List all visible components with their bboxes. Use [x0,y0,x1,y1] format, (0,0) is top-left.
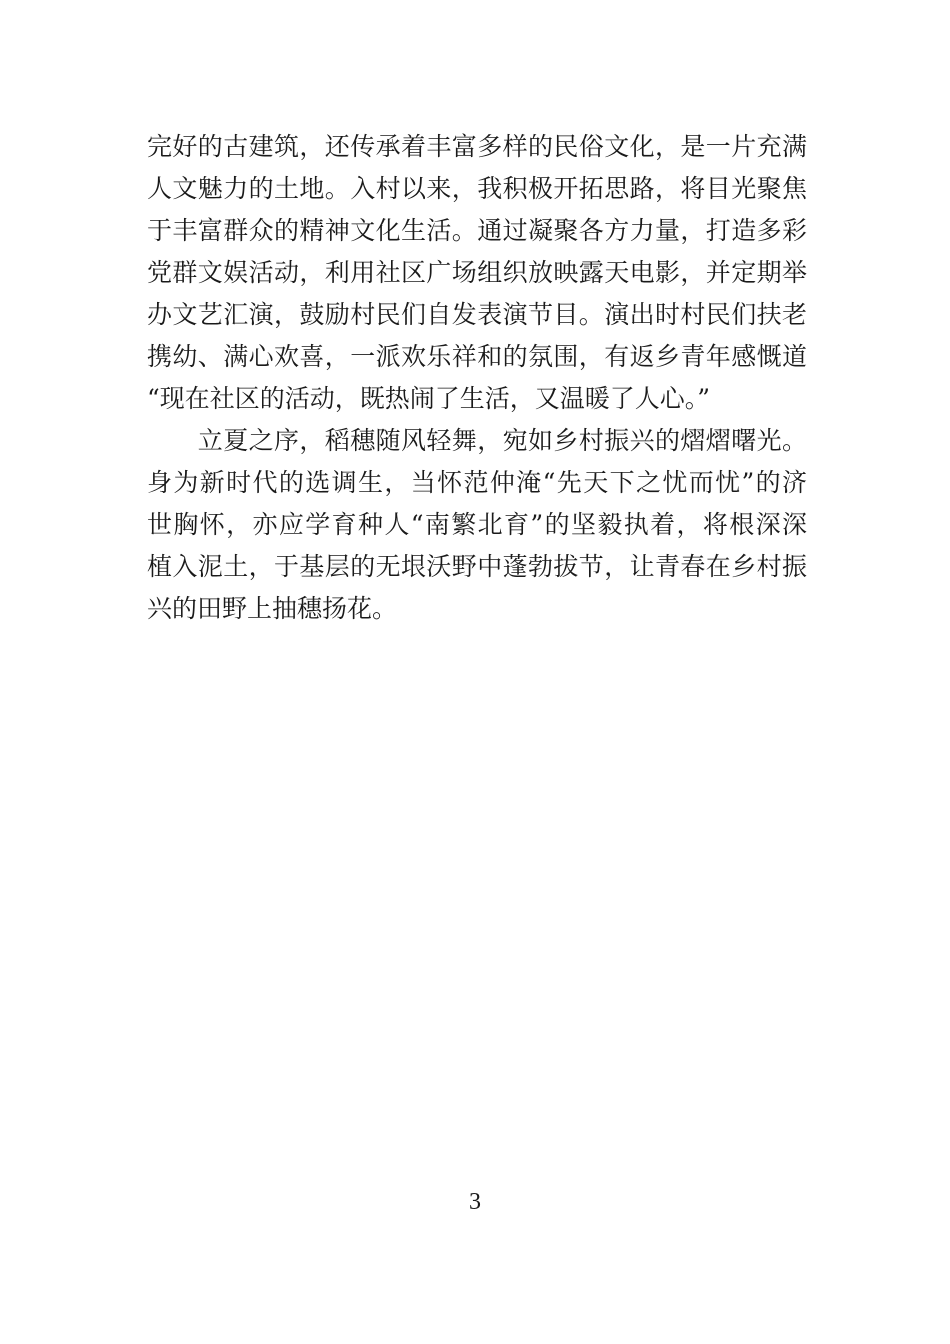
text-line: 身为新时代的选调生，当怀范仲淹“先天下之忧而忧”的济 [147,468,807,497]
text-line: 植入泥土，于基层的无垠沃野中蓬勃拔节，让青春在乡村振 [147,552,807,581]
text-line: 于丰富群众的精神文化生活。通过凝聚各方力量，打造多彩 [147,216,807,245]
body-text [147,126,807,630]
text-line: 立夏之序，稻穗随风轻舞，宛如乡村振兴的熠熠曙光。 [147,426,807,455]
text-line: 人文魅力的土地。入村以来，我积极开拓思路，将目光聚焦 [147,174,807,203]
text-line: 办文艺汇演，鼓励村民们自发表演节目。演出时村民们扶老 [147,300,807,329]
page-number: 3 [469,1189,481,1215]
text-line: 党群文娱活动，利用社区广场组织放映露天电影，并定期举 [147,258,807,287]
paragraph-2 [147,420,807,630]
text-line: 完好的古建筑，还传承着丰富多样的民俗文化，是一片充满 [147,132,807,161]
paragraph-1 [147,126,807,420]
text-line: 兴的田野上抽穗扬花。 [147,594,398,623]
text-line: 世胸怀，亦应学育种人“南繁北育”的坚毅执着，将根深深 [147,510,807,539]
text-line: “现在社区的活动，既热闹了生活，又温暖了人心。” [147,384,711,413]
text-line: 携幼、满心欢喜，一派欢乐祥和的氛围，有返乡青年感慨道 [147,342,807,371]
